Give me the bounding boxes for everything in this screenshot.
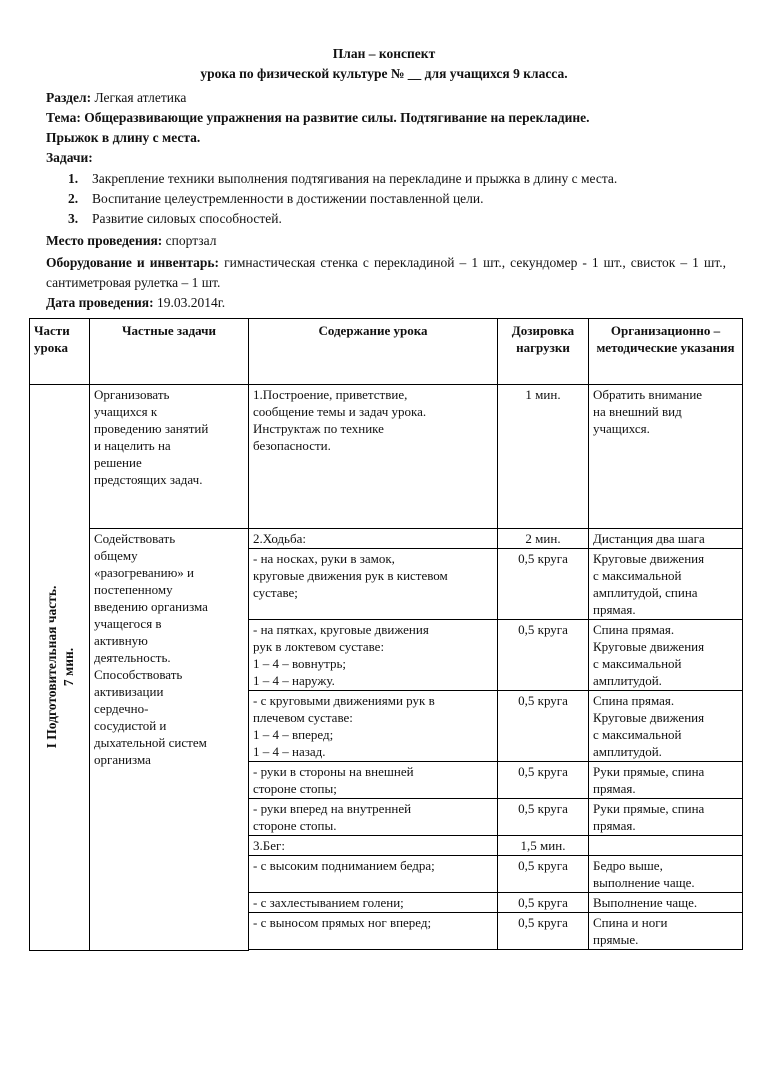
place-line [46, 233, 216, 249]
dose-cell: 0,5 круга [498, 762, 589, 799]
content-cell: - на пятках, круговые движения рук в локтевом суставе: 1 – 4 – вовнутрь; 1 – 4 – наружу. [249, 620, 498, 691]
place-label: Место проведения: [46, 233, 163, 248]
table-row [30, 385, 743, 529]
task-number: 2. [68, 191, 79, 206]
content-cell: 3.Бег: [249, 836, 498, 856]
notes-cell [589, 950, 743, 951]
notes-cell: Руки прямые, спина прямая. [589, 762, 743, 799]
content-cell: - руки вперед на внутренней стороне стопы. [249, 799, 498, 836]
header-parts: Части урока [30, 319, 90, 385]
notes-cell: Руки прямые, спина прямая. [589, 799, 743, 836]
table-header-row [30, 319, 743, 385]
part-label-cell [30, 385, 90, 951]
section-label: Раздел: [46, 90, 92, 105]
part-label [43, 586, 77, 749]
task-cell: Содействовать общему «разогреванию» и постепенному введению организма учащегося в активную деятельность. Способствовать активизации сердечно- сосудистой и дыхательной систем организма [90, 529, 249, 951]
topic-line [46, 110, 590, 126]
task-number: 1. [68, 171, 79, 186]
task-number: 3. [68, 211, 79, 226]
header-notes: Организационно – методические указания [589, 319, 743, 385]
dose-cell: 0,5 круга [498, 620, 589, 691]
tasks-label: Задачи: [46, 150, 93, 165]
dose-cell [498, 950, 589, 951]
topic-value-line1: Общеразвивающие упражнения на развитие силы. Подтягивание на перекладине. [84, 110, 590, 125]
part-label-line2: 7 мин. [60, 648, 76, 687]
task-text: Воспитание целеустремленности в достижении поставленной цели. [92, 191, 484, 206]
date-value: 19.03.2014г. [156, 295, 226, 310]
notes-cell: Круговые движения с максимальной амплитудой, спина прямая. [589, 549, 743, 620]
equipment-line [46, 253, 726, 293]
equipment-value: гимнастическая стенка с перекладиной – 1 шт., секундомер - 1 шт., свисток – 1 шт., сантиметровая рулетка – 1 шт. [46, 255, 726, 290]
dose-cell: 0,5 круга [498, 691, 589, 762]
header-dose: Дозировка нагрузки [498, 319, 589, 385]
content-cell: 1.Построение, приветствие, сообщение темы и задач урока. Инструктаж по технике безопасности. [249, 385, 498, 529]
task-item [68, 211, 282, 227]
notes-cell: Выполнение чаще. [589, 893, 743, 913]
dose-cell: 0,5 круга [498, 913, 589, 950]
header-tasks: Частные задачи [90, 319, 249, 385]
notes-cell: Спина и ноги прямые. [589, 913, 743, 950]
task-text: Закрепление техники выполнения подтягивания на перекладине и прыжка в длину с места. [92, 171, 618, 186]
content-cell: - руки в стороны на внешней стороне стопы; [249, 762, 498, 799]
content-cell: - с высоким подниманием бедра; [249, 856, 498, 893]
section-line [46, 90, 186, 106]
dose-cell: 0,5 круга [498, 893, 589, 913]
notes-cell [589, 836, 743, 856]
dose-cell: 0,5 круга [498, 856, 589, 893]
topic-label: Тема: [46, 110, 81, 125]
tasks-heading [46, 150, 93, 166]
content-cell: - на носках, руки в замок, круговые движения рук в кистевом суставе; [249, 549, 498, 620]
date-line [46, 295, 225, 311]
table-row [30, 529, 743, 549]
dose-cell: 1,5 мин. [498, 836, 589, 856]
section-value: Легкая атлетика [94, 90, 187, 105]
place-value: спортзал [165, 233, 217, 248]
task-text: Развитие силовых способностей. [92, 211, 282, 226]
dose-cell: 1 мин. [498, 385, 589, 529]
notes-cell: Обратить внимание на внешний вид учащихся. [589, 385, 743, 529]
content-cell: 2.Ходьба: [249, 529, 498, 549]
content-cell: - с круговыми движениями рук в плечевом суставе: 1 – 4 – вперед; 1 – 4 – назад. [249, 691, 498, 762]
doc-title-line1: План – конспект [332, 46, 436, 61]
notes-cell: Дистанция два шага [589, 529, 743, 549]
content-cell: - с захлестыванием голени; [249, 893, 498, 913]
topic-line2 [46, 130, 200, 146]
task-item [68, 191, 484, 207]
notes-cell: Спина прямая. Круговые движения с максимальной амплитудой. [589, 691, 743, 762]
content-cell: - с выносом прямых ног вперед; [249, 913, 498, 950]
lesson-table [29, 318, 743, 951]
topic-value-line2: Прыжок в длину с места. [46, 130, 201, 145]
task-item [68, 171, 617, 187]
dose-cell: 2 мин. [498, 529, 589, 549]
notes-cell: Спина прямая. Круговые движения с максимальной амплитудой. [589, 620, 743, 691]
notes-cell: Бедро выше, выполнение чаще. [589, 856, 743, 893]
doc-title-line2: урока по физической культуре № __ для учащихся 9 класса. [200, 66, 568, 81]
part-label-line1: I Подготовительная часть. [43, 585, 59, 749]
content-cell [249, 950, 498, 951]
task-cell: Организовать учащихся к проведению занятий и нацелить на решение предстоящих задач. [90, 385, 249, 529]
equipment-label: Оборудование и инвентарь: [46, 255, 220, 270]
dose-cell: 0,5 круга [498, 799, 589, 836]
header-content: Содержание урока [249, 319, 498, 385]
date-label: Дата проведения: [46, 295, 154, 310]
dose-cell: 0,5 круга [498, 549, 589, 620]
